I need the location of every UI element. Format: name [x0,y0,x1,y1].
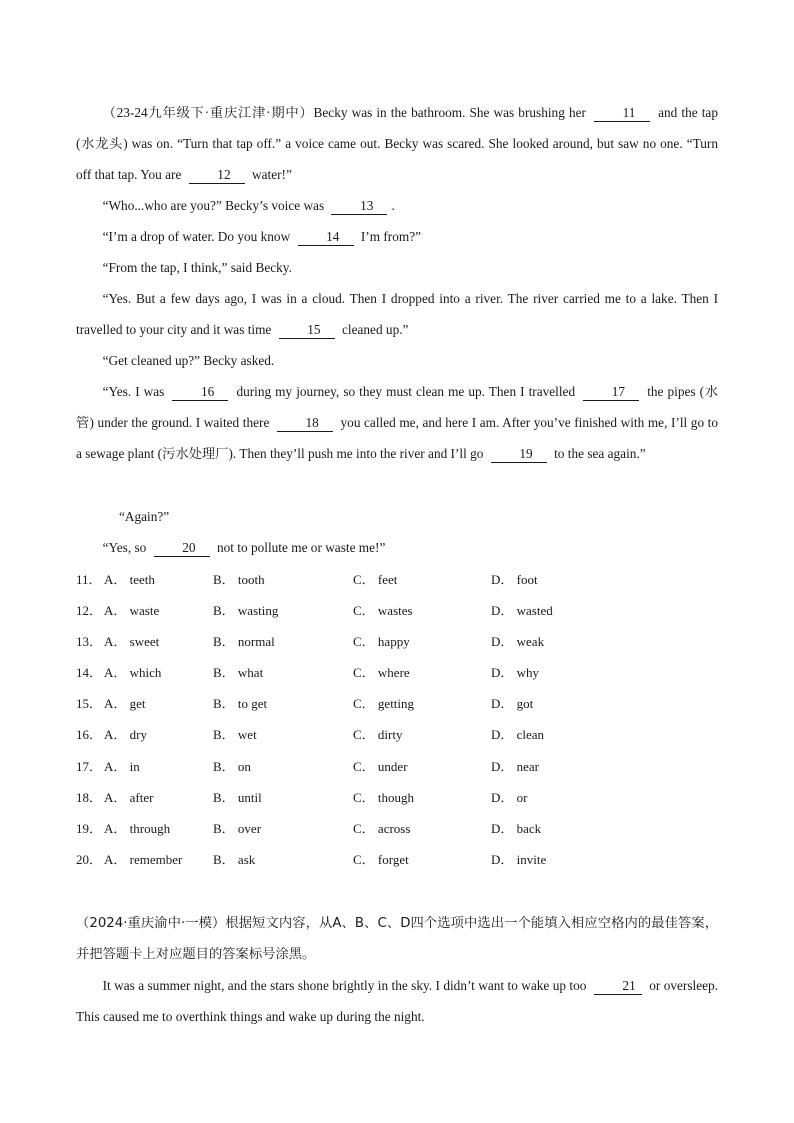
option-row-20: 20． A． remember B． ask C． forget D． invite [76,850,718,881]
option-c[interactable]: C． where [353,665,410,681]
option-row-16: 16． A． dry B． wet C． dirty D． clean [76,725,718,756]
option-row-12: 12． A． waste B． wasting C． wastes D． wasted [76,601,718,632]
option-b[interactable]: B． normal [213,634,275,650]
option-d[interactable]: D． or [491,789,528,805]
blank-13: 13 [331,198,387,215]
option-c[interactable]: C． getting [353,696,415,712]
option-b[interactable]: B． ask [213,851,256,867]
option-b[interactable]: B． wasting [213,603,279,619]
option-b[interactable]: B． over [213,820,262,836]
option-c[interactable]: C． wastes [353,603,413,619]
option-c[interactable]: C． happy [353,634,410,650]
option-d[interactable]: D． near [491,758,540,774]
option-a[interactable]: A． waste [104,603,160,619]
option-d[interactable]: D． why [491,665,540,681]
blank-11: 11 [594,105,650,122]
blank-14: 14 [298,229,354,246]
passage-1-paragraph-7: “Yes. I was 16 during my journey, so they must clean me up. Then I travelled 17 the pipes (水管) under the ground. I waited there 18 you called me, and here I am. After you’ve finished with me, I’ll go to a sewage plant (污水处理厂). Then they’ll push me into the river and I’ll go 19 to the sea again.” [76,384,719,461]
option-d[interactable]: D． wasted [491,603,553,619]
option-row-14: 14． A． which B． what C． where D． why [76,663,718,694]
passage-1-paragraph-9: “Yes, so 20 not to pollute me or waste me!” [102,540,386,555]
option-c[interactable]: C． across [353,820,411,836]
option-c[interactable]: C． dirty [353,727,403,743]
option-d[interactable]: D． foot [491,572,538,587]
blank-18: 18 [277,415,333,432]
option-c[interactable]: C． under [353,758,408,774]
blank-15: 15 [279,322,335,339]
option-d[interactable]: D． invite [491,851,547,867]
option-a[interactable]: A． sweet [104,634,160,650]
option-row-19: 19． A． through B． over C． across D． back [76,819,718,850]
option-b[interactable]: B． what [213,665,264,681]
option-a[interactable]: A． teeth [104,572,155,587]
passage-1-paragraph-6: “Get cleaned up?” Becky asked. [102,353,275,368]
passage-1-paragraph-3: “I’m a drop of water. Do you know 14 I’m from?” [102,229,422,244]
option-c[interactable]: C． forget [353,851,409,867]
answer-options [76,570,718,881]
option-b[interactable]: B． tooth [213,572,265,587]
option-row-15: 15． A． get B． to get C． getting D． got [76,694,718,725]
blank-17: 17 [583,384,639,401]
option-d[interactable]: D． back [491,820,542,836]
blank-21: 21 [594,978,642,995]
option-a[interactable]: A． in [104,758,140,774]
option-b[interactable]: B． on [213,758,251,774]
blank-20: 20 [154,540,210,557]
passage-2-paragraph-1: It was a summer night, and the stars shone brightly in the sky. I didn’t want to wake up too 21 or oversleep. This caused me to overthink things and wake up during the night. [76,978,718,1024]
option-row-11: 11． A． teeth B． tooth C． feet D． foot [76,570,718,601]
passage-1-paragraph-4: “From the tap, I think,” said Becky. [102,260,292,275]
option-d[interactable]: D． got [491,696,534,712]
option-a[interactable]: A． after [104,789,154,805]
source-label: （23-24九年级下·重庆江津·期中） [102,105,314,120]
passage-1-paragraph-5: “Yes. But a few days ago, I was in a cloud. Then I dropped into a river. The river carried me to a lake. Then I travelled to your city and it was time 15 cleaned up.” [76,291,718,337]
option-b[interactable]: B． until [213,789,262,805]
option-a[interactable]: A． remember [104,851,183,867]
option-row-17: 17． A． in B． on C． under D． near [76,757,718,788]
blank-12: 12 [189,167,245,184]
passage-2-instruction: （2024·重庆渝中·一模）根据短文内容，从A、B、C、D四个选项中选出一个能填入相应空格内的最佳答案，并把答题卡上对应题目的答案标号涂黑。 [76,916,718,962]
option-a[interactable]: A． through [104,820,171,836]
passage-1-paragraph-8: “Again?” [119,509,170,524]
option-d[interactable]: D． weak [491,634,545,650]
option-row-18: 18． A． after B． until C． though D． or [76,788,718,819]
passage-1-paragraph-1: （23-24九年级下·重庆江津·期中）Becky was in the bathroom. She was brushing her 11 and the tap (水龙头) was on. “Turn that tap off.” a voice came out. Becky was scared. She looked around, but saw no one. “Turn off that tap. You are 12 water!” [76,105,718,182]
option-b[interactable]: B． wet [213,727,257,743]
option-a[interactable]: A． get [104,696,146,712]
option-row-13: 13． A． sweet B． normal C． happy D． weak [76,632,718,663]
option-a[interactable]: A． dry [104,727,147,743]
option-c[interactable]: C． feet [353,572,398,587]
option-d[interactable]: D． clean [491,727,545,743]
option-c[interactable]: C． though [353,789,415,805]
passage-1-paragraph-2: “Who...who are you?” Becky’s voice was 13 . [102,198,395,213]
blank-19: 19 [491,446,547,463]
option-b[interactable]: B． to get [213,696,268,712]
option-a[interactable]: A． which [104,665,162,681]
blank-16: 16 [172,384,228,401]
